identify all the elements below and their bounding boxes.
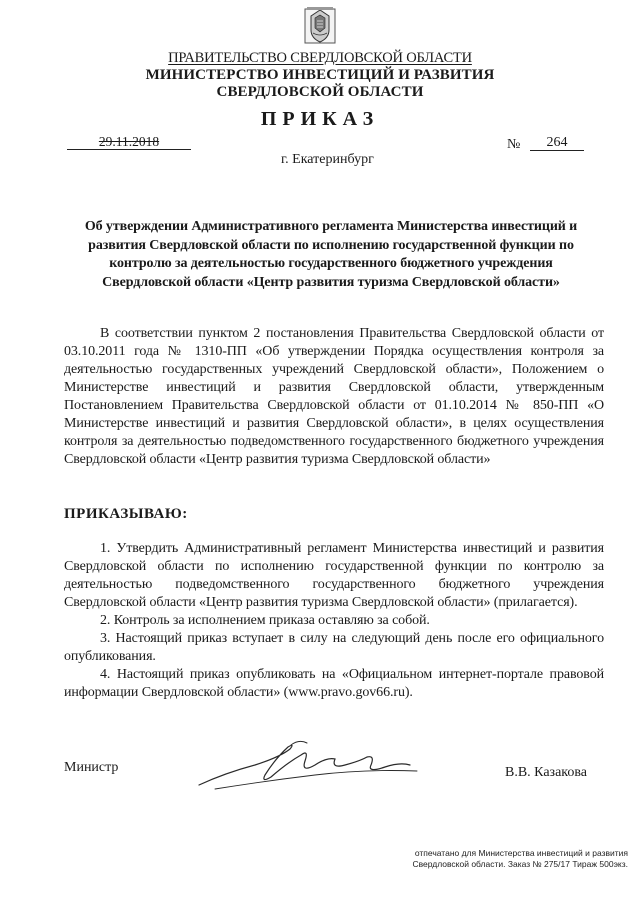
order-heading: ПРИКАЗЫВАЮ: [64,506,188,522]
signatory-title: Министр [64,760,119,775]
order-subject: Об утверждении Административного регламента Министерства инвестиций и развития Свердловской области по исполнению государственной функции по контролю за деятельностью государственного бюджетного учреждения Свердловской области «Центр развития туризма Свердловской области» [84,219,578,290]
order-number-label: № [507,137,521,152]
government-name: ПРАВИТЕЛЬСТВО СВЕРДЛОВСКОЙ ОБЛАСТИ [168,50,472,66]
order-item-2: 2. Контроль за исполнением приказа оставляю за собой. [100,613,430,628]
order-item-4: 4. Настоящий приказ опубликовать на «Официальном интернет-портале правовой информации Свердловской области» (www.pravo.gov66.ru). [64,667,604,700]
order-city: г. Екатеринбург [281,152,374,167]
ministry-name-line2: СВЕРДЛОВСКОЙ ОБЛАСТИ [216,84,424,100]
order-item-1: 1. Утвердить Административный регламент Министерства инвестиций и развития Свердловской области по исполнению государственной функции по контролю за деятельностью подведомственного государственного бюджетного учреждения Свердловской области «Центр развития туризма Свердловской области» (прилагается). [64,541,604,610]
order-number: 264 [530,135,584,151]
order-date: 29.11.2018 [67,135,191,150]
order-items-list [64,540,604,702]
ministry-name-line1: МИНИСТЕРСТВО ИНВЕСТИЦИЙ И РАЗВИТИЯ [145,67,495,83]
preamble-paragraph: В соответствии пунктом 2 постановления Правительства Свердловской области от 03.10.2011 года № 1310-ПП «Об утверждении Порядка осуществления контроля за деятельностью государственных учреждений Свердловской области», Положением о Министерстве инвестиций и развития Свердловской области, утвержденным Постановлением Правительства Свердловской области от 01.10.2014 № 850-ПП «О Министерстве инвестиций и развития Свердловской области», в целях осуществления контроля за деятельностью подведомственного государственного бюджетного учреждения Свердловской области «Центр развития туризма Свердловской области» [64,326,604,467]
handwritten-signature [195,735,425,795]
print-imprint [383,848,628,870]
signatory-name: В.В. Казакова [505,765,588,780]
coat-of-arms-icon [303,6,337,46]
print-imprint-line2: Свердловской области. Заказ № 275/17 Тираж 500экз. [412,859,628,869]
print-imprint-line1: отпечатано для Министерства инвестиций и развития [414,848,628,858]
order-title: ПРИКАЗ [260,108,380,130]
order-item-3: 3. Настоящий приказ вступает в силу на следующий день после его официального опубликования. [64,631,604,664]
